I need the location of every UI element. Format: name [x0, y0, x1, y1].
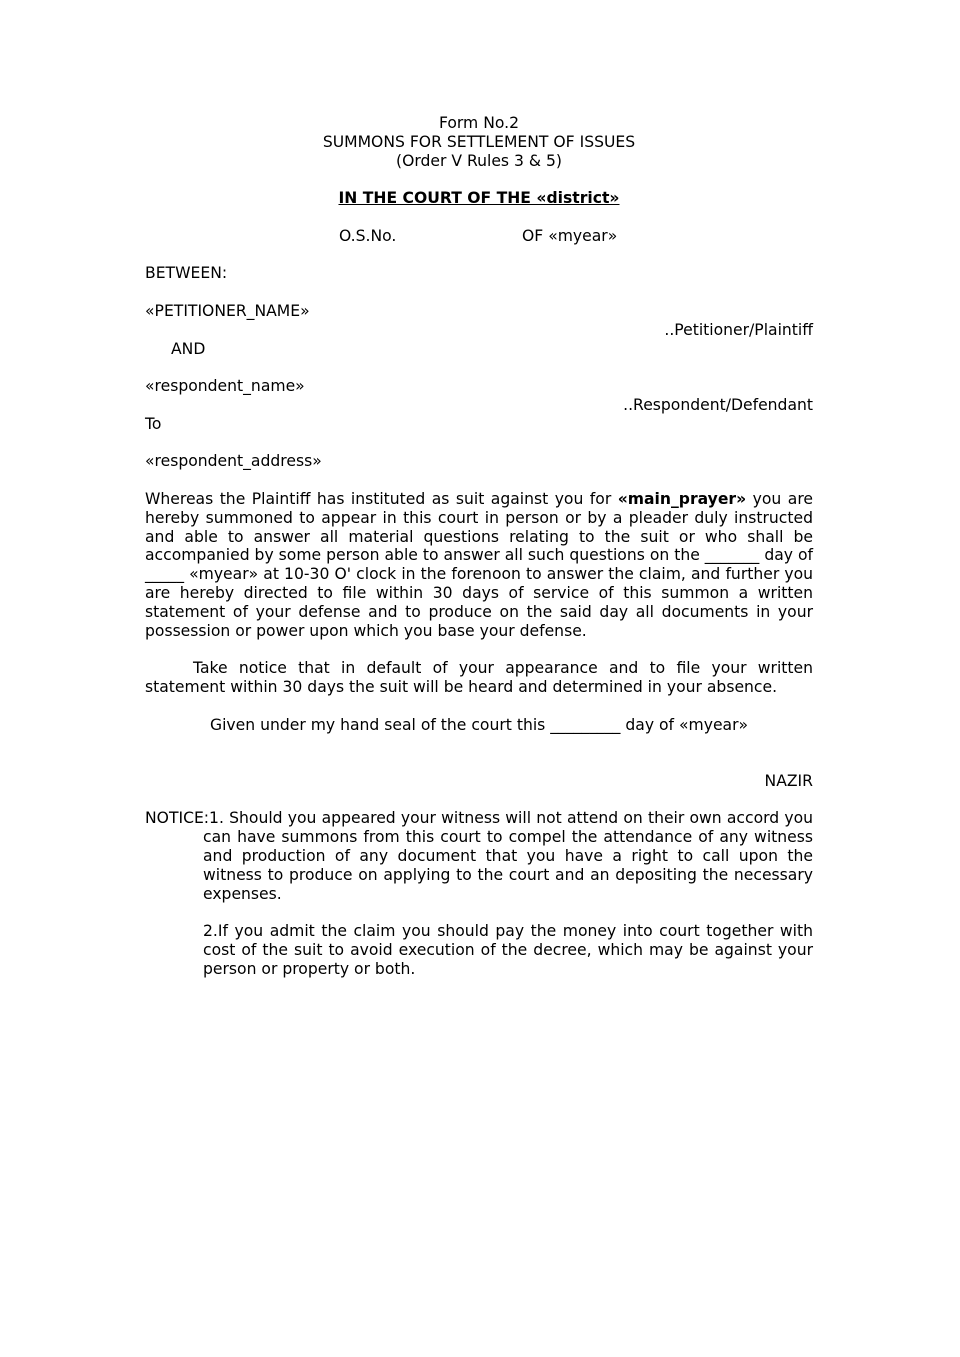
notice-paragraph: Take notice that in default of your appearance and to file your written statement within 30 days the suit will be heard and determined in your absence. [145, 659, 813, 696]
to-label: To [145, 414, 162, 433]
between-label: BETWEEN: [145, 264, 228, 283]
order-reference: (Order V Rules 3 & 5) [395, 151, 562, 170]
petitioner-role: ..Petitioner/Plaintiff [664, 320, 813, 339]
nazir-signature: NAZIR [764, 771, 813, 790]
document-title: SUMMONS FOR SETTLEMENT OF ISSUES [322, 132, 636, 151]
court-heading: IN THE COURT OF THE «district» [338, 189, 620, 208]
main-prayer-field: «main_prayer» [617, 489, 747, 508]
summons-paragraph-rest: you are hereby summoned to appear in this court in person or by a pleader duly instructed and able to answer all material questions relating to the suit or who shall be accompanied by some person able to answer all such questions on the _______ day of _____ «myear» at 10-30 O' clock in the forenoon to answer the claim, and further you are hereby directed to file within 30 days of service of this summon a written statement of your defense and to produce on the said day all documents in your possession or power upon which you base your defense. [145, 489, 813, 640]
case-number-row [145, 227, 813, 246]
respondent-address: «respondent_address» [145, 452, 322, 471]
summons-paragraph-start: Whereas the Plaintiff has instituted as suit against you for [145, 489, 618, 508]
respondent-role: ..Respondent/Defendant [623, 395, 813, 414]
notice-item-2: 2.If you admit the claim you should pay the money into court together with cost of the suit to avoid execution of the decree, which may be against your person or property or both. [203, 922, 813, 978]
form-number: Form No.2 [438, 114, 520, 132]
case-year: OF «myear» [522, 226, 618, 245]
os-number-label: O.S.No. [339, 226, 397, 245]
summons-paragraph [145, 490, 813, 640]
respondent-name: «respondent_name» [145, 377, 305, 396]
notice-item-1: NOTICE:1. Should you appeared your witness will not attend on their own accord you can have summons from this court to compel the attendance of any witness and production of any document that you have a right to call upon the witness to produce on applying to the court and an depositing the necessary expenses. [145, 809, 813, 903]
document-body [145, 114, 813, 979]
given-under-seal: Given under my hand seal of the court this _________ day of «myear» [210, 715, 749, 734]
petitioner-name: «PETITIONER_NAME» [145, 301, 310, 320]
and-label: AND [171, 339, 206, 358]
